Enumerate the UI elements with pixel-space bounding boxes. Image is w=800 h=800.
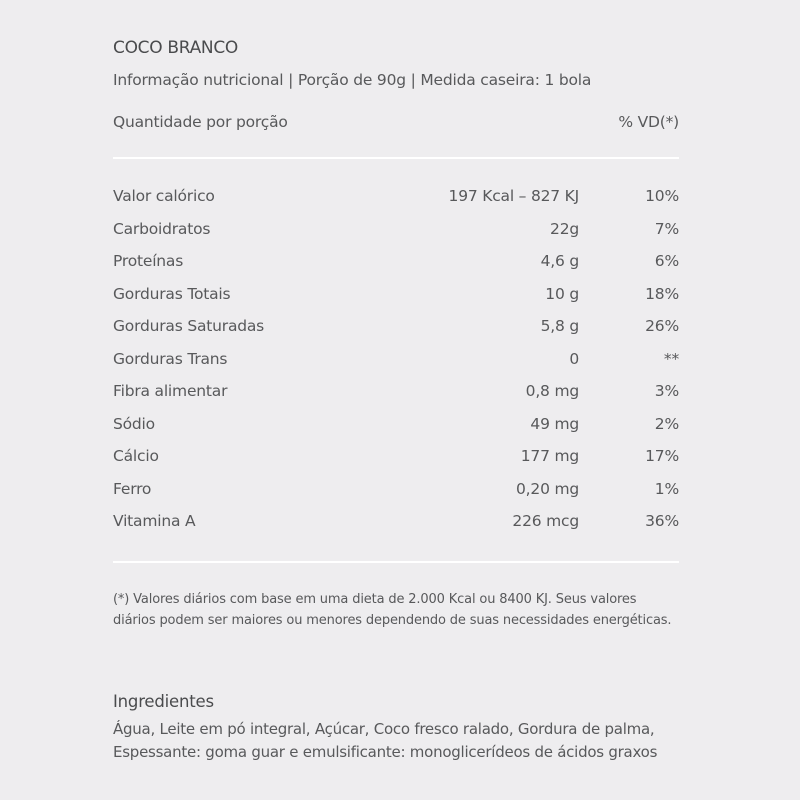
nutrient-name: Gorduras Saturadas xyxy=(113,317,265,335)
top-divider xyxy=(113,157,679,159)
nutrient-amount: 197 Kcal – 827 KJ xyxy=(448,187,579,205)
nutrient-amount: 0,8 mg xyxy=(525,382,579,400)
footnote-line: (*) Valores diários com base em uma dieta de 2.000 Kcal ou 8400 KJ. Seus valores xyxy=(113,592,637,607)
table-row xyxy=(113,447,679,480)
nutrient-amount: 49 mg xyxy=(530,414,579,433)
nutrient-name: Proteínas xyxy=(113,252,184,270)
footnote xyxy=(113,589,693,631)
product-subtitle: Informação nutricional | Porção de 90g | Medida caseira: 1 bola xyxy=(113,71,592,89)
nutrient-name: Valor calórico xyxy=(113,187,215,205)
table-row xyxy=(113,187,679,220)
bottom-divider xyxy=(113,561,679,563)
table-row xyxy=(113,415,679,448)
nutrition-table xyxy=(113,187,679,545)
table-row xyxy=(113,382,679,415)
nutrient-vd: 1% xyxy=(654,479,679,498)
table-row xyxy=(113,350,679,383)
vd-header: % VD(*) xyxy=(618,113,679,131)
table-row xyxy=(113,480,679,513)
nutrient-vd: 26% xyxy=(645,317,679,335)
nutrient-amount: 5,8 g xyxy=(540,317,579,335)
quantity-header: Quantidade por porção xyxy=(113,113,288,131)
nutrient-amount: 4,6 g xyxy=(540,252,579,270)
nutrient-amount: 226 mcg xyxy=(512,512,579,530)
nutrient-name: Gorduras Totais xyxy=(113,284,231,303)
table-row xyxy=(113,220,679,253)
table-row xyxy=(113,317,679,350)
table-row xyxy=(113,512,679,545)
nutrient-amount: 10 g xyxy=(545,284,579,303)
nutrient-vd: 36% xyxy=(645,512,679,530)
table-row xyxy=(113,285,679,318)
nutrient-name: Gorduras Trans xyxy=(113,349,228,368)
ingredients-line: Água, Leite em pó integral, Açúcar, Coco fresco ralado, Gordura de palma, xyxy=(113,720,655,738)
nutrient-name: Fibra alimentar xyxy=(113,382,228,400)
nutrient-vd: 2% xyxy=(654,414,679,433)
ingredients-line: Espessante: goma guar e emulsificante: monoglicerídeos de ácidos graxos xyxy=(113,743,658,761)
nutrient-vd: 6% xyxy=(654,252,679,270)
product-title: COCO BRANCO xyxy=(113,38,238,58)
nutrient-amount: 22g xyxy=(550,219,579,238)
nutrient-vd: 7% xyxy=(654,219,679,238)
footnote-line: diários podem ser maiores ou menores dependendo de suas necessidades energéticas. xyxy=(113,613,672,628)
nutrient-vd: 10% xyxy=(645,187,679,205)
table-row xyxy=(113,252,679,285)
nutrient-name: Sódio xyxy=(113,414,155,433)
nutrient-amount: 0,20 mg xyxy=(516,479,579,498)
nutrient-name: Carboidratos xyxy=(113,219,211,238)
nutrient-vd: 3% xyxy=(654,382,679,400)
ingredients-title: Ingredientes xyxy=(113,692,214,711)
nutrient-name: Vitamina A xyxy=(113,512,196,530)
nutrient-vd: ** xyxy=(663,349,679,368)
nutrient-vd: 17% xyxy=(645,447,679,465)
nutrient-name: Cálcio xyxy=(113,447,159,465)
nutrient-name: Ferro xyxy=(113,479,152,498)
nutrient-vd: 18% xyxy=(645,284,679,303)
nutrient-amount: 177 mg xyxy=(520,447,579,465)
ingredients-text xyxy=(113,718,657,764)
nutrient-amount: 0 xyxy=(569,349,579,368)
